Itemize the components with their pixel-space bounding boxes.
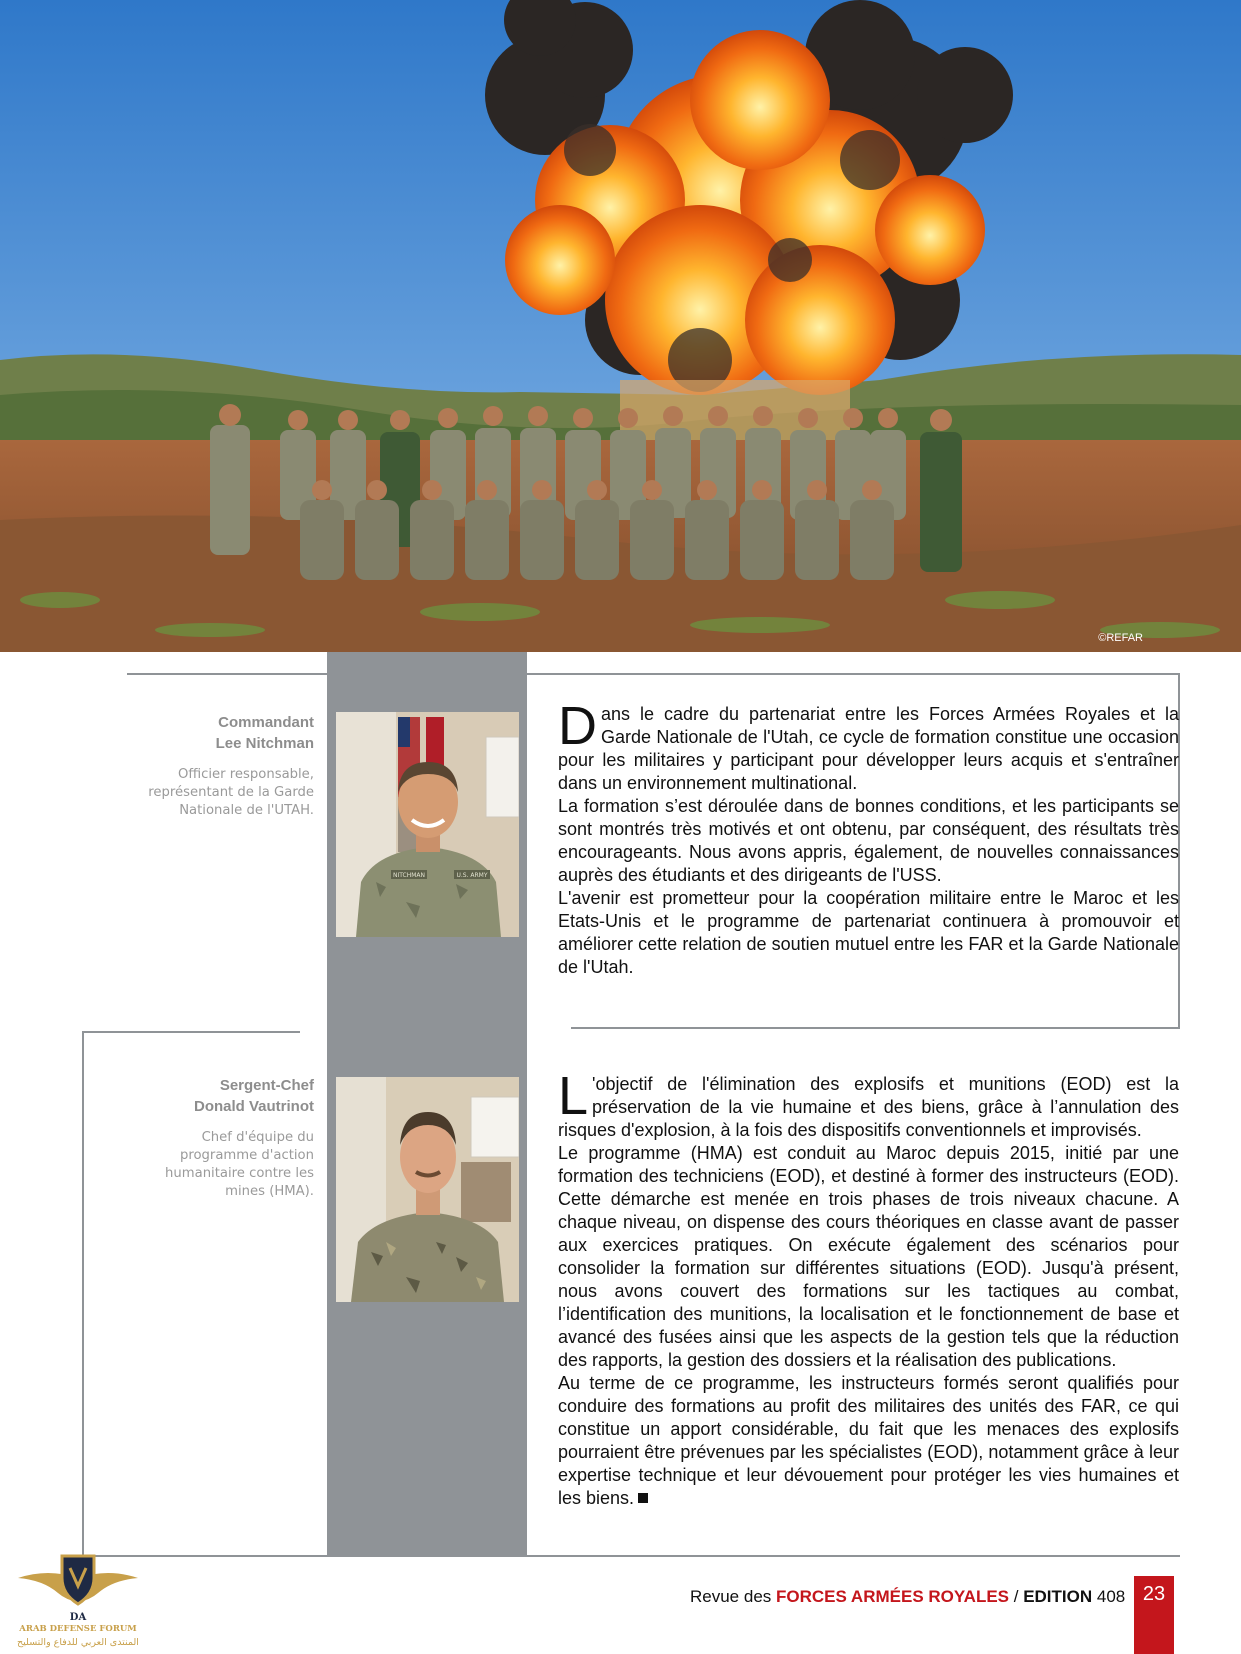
profile2-role-line: humanitaire contre les — [165, 1166, 314, 1181]
profile1-role-line: Officier responsable, — [178, 767, 314, 782]
article1-paragraph: L'avenir est prometteur pour la coopération militaire entre le Maroc et les Etats-Unis et le programme de partenariat continuera à promouvoir et améliorer cette relation de soutien mutuel entre les FAR et la Garde Nationale de l'Utah. — [558, 888, 1179, 977]
frame-line-mid-left — [82, 1031, 300, 1033]
eagle-shield-icon — [8, 1548, 148, 1626]
frame-line-left-vertical — [82, 1031, 84, 1556]
watermark-name-ar: المنتدى العربي للدفاع والتسليح — [17, 1637, 139, 1648]
arab-defense-forum-watermark — [8, 1548, 148, 1652]
article1-paragraph: La formation s’est déroulée dans de bonnes conditions, et les participants se sont montrés très motivés et ont obtenu, par conséquent, des résultats très encourageants. Nous avons appris, également, de nouvelles connaissances auprès des étudiants et des dirigeants de l'USS. — [558, 796, 1179, 885]
profile1-title: Commandant — [218, 714, 314, 731]
photo-credit: ©REFAR — [1098, 632, 1143, 644]
footer-edition-label: EDITION — [1023, 1587, 1093, 1606]
frame-line-mid-right — [571, 1027, 1180, 1029]
article2-paragraph: 'objectif de l'élimination des explosifs et munitions (EOD) est la préservation de la vie humaine et des biens, grâce à l’annulation des risques d'explosion, à la fois des dispositifs conventionnels et improvisés. — [558, 1074, 1179, 1140]
frame-line-top-right — [527, 673, 1180, 675]
profile2-portrait — [336, 1077, 519, 1302]
article2-paragraph: Le programme (HMA) est conduit au Maroc depuis 2015, initié par une formation des techniciens (EOD), et destiné à former des instructeurs (EOD). Cette démarche est menée en trois phases de trois niveaux chacune. A chaque niveau, on dispense des cours théoriques en classe avant de passer aux exercices pratiques. On exécute également des scénarios pour consolider la formation sur différentes situations (EOD). Jusqu'à présent, nous avons couvert des formations sur les tactiques au combat, l’identification des munitions, la localisation et le fonctionnement de base et avancé des fusées ainsi que les aspects de la gestion tels que la réduction des rapports, la gestion des dossiers et la réalisation des publications. — [558, 1143, 1179, 1370]
profile1-role-line: représentant de la Garde — [148, 785, 314, 800]
article2-paragraph — [558, 1372, 1179, 1510]
footer-separator: / — [1009, 1587, 1024, 1606]
article1 — [558, 696, 1179, 979]
footer-prefix: Revue des — [690, 1587, 776, 1606]
explosion-group-photo — [0, 0, 1241, 652]
article1-paragraph: ans le cadre du partenariat entre les Forces Armées Royales et la Garde Nationale de l'Utah, ce cycle de formation constitue une occasion pour les militaires y participant pour développer leurs acquis et s'entraîner dans un environnement multinational. — [558, 704, 1179, 793]
profile2-role-line: programme d'action — [179, 1148, 314, 1163]
article2-closing-text: Au terme de ce programme, les instructeurs formés seront qualifiés pour conduire des formations au profit des militaires des unités des FAR, ce qui constitue un apport considérable, du fait que les menaces des explosifs pourraient être prévenues par les spécialistes (EOD), notamment grâce à leur expertise technique et leur dévouement pour protéger les vies humaines et les biens. — [558, 1373, 1179, 1508]
profile2-title: Sergent-Chef — [219, 1077, 314, 1094]
footer-edition-number: 408 — [1092, 1587, 1126, 1606]
page-number: 23 — [1134, 1576, 1174, 1654]
article2 — [558, 1066, 1179, 1510]
frame-line-bottom — [82, 1555, 1180, 1557]
frame-line-top-left — [127, 673, 327, 675]
hero-photo — [0, 0, 1241, 652]
article2-dropcap: L — [558, 1066, 589, 1126]
end-of-article-square-icon — [638, 1493, 648, 1503]
profile1-branchtape: U.S. ARMY — [456, 872, 488, 879]
footer-magazine-line — [690, 1587, 1125, 1607]
profile1-nametape: NITCHMAN — [392, 872, 426, 879]
profile2-caption — [94, 1075, 314, 1201]
footer-magazine-name: FORCES ARMÉES ROYALES — [776, 1587, 1010, 1606]
watermark-monogram: DA — [69, 1612, 87, 1623]
profile1-caption — [94, 712, 314, 820]
profile1-portrait — [336, 712, 519, 937]
profile1-name: Lee Nitchman — [215, 735, 314, 752]
profile2-name: Donald Vautrinot — [194, 1098, 314, 1115]
article1-dropcap: D — [558, 696, 597, 756]
watermark-name-en: ARAB DEFENSE FORUM — [19, 1624, 137, 1634]
profile2-role-line: mines (HMA). — [225, 1184, 314, 1199]
profile2-role-line: Chef d'équipe du — [201, 1130, 314, 1145]
profile1-role-line: Nationale de l'UTAH. — [179, 803, 314, 818]
